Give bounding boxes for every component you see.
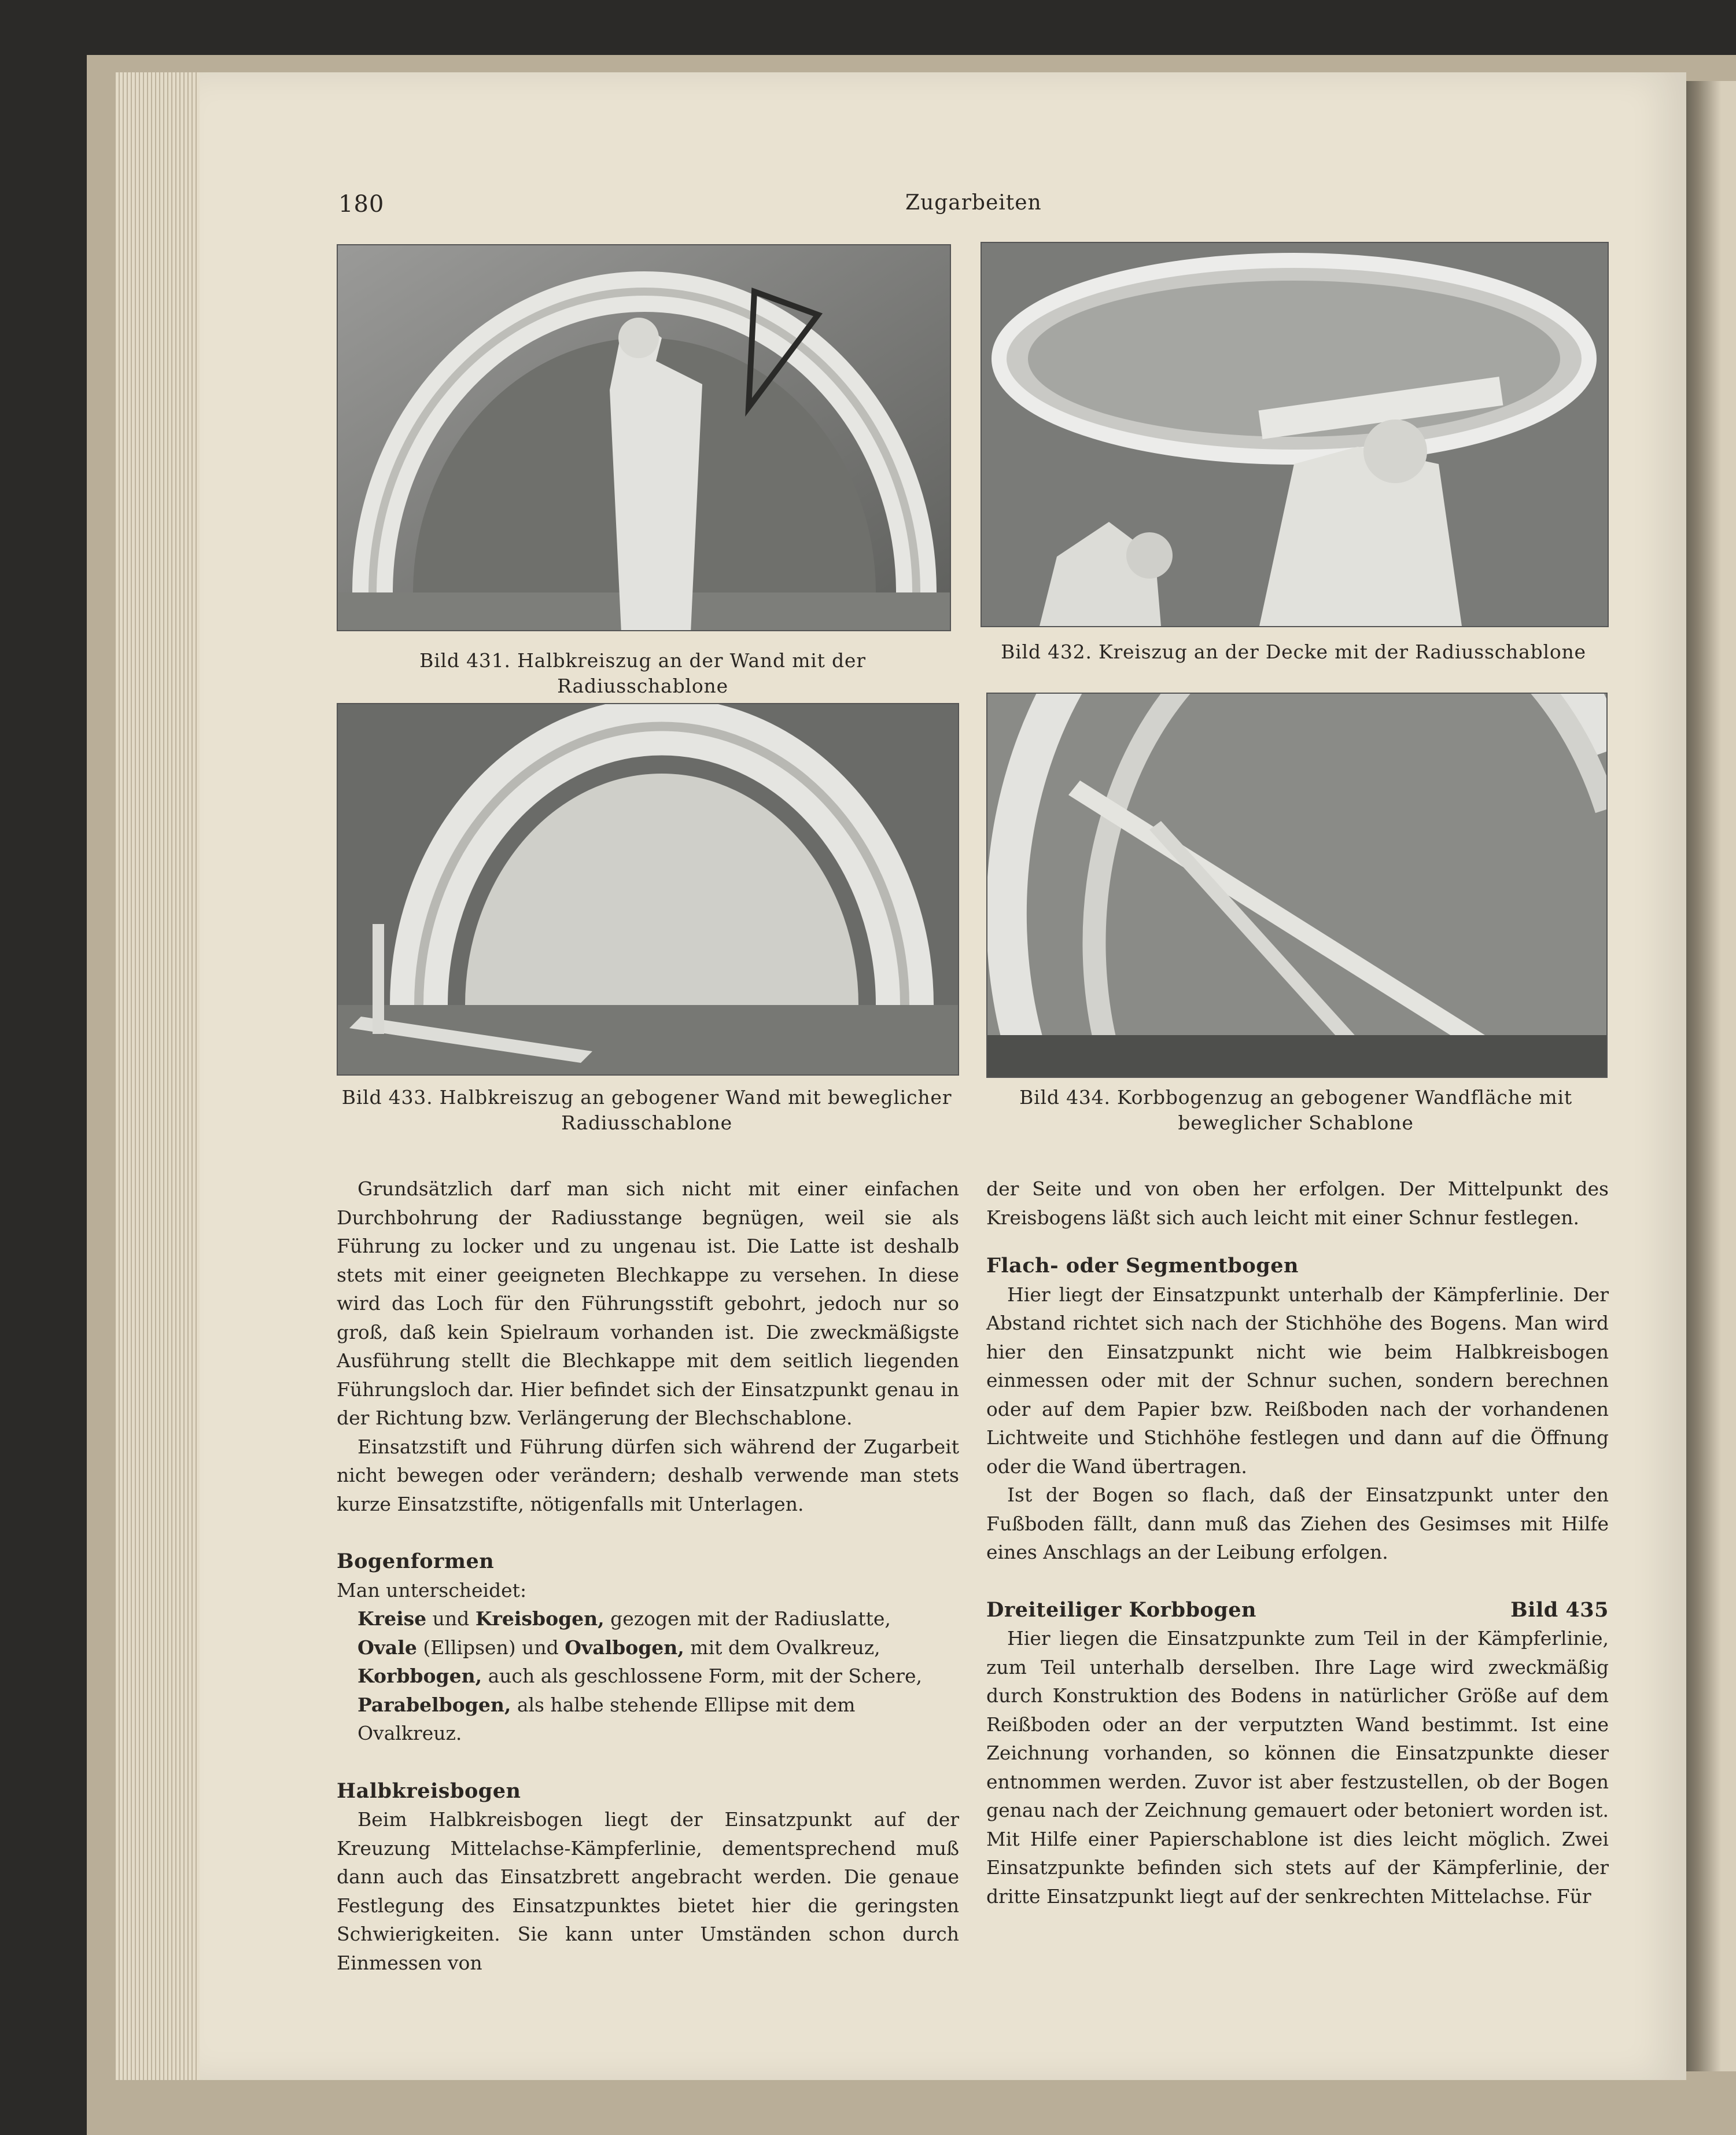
list-item: Ovale (Ellipsen) und Ovalbogen, mit dem Ovalkreuz, bbox=[357, 1636, 880, 1659]
photo-433 bbox=[337, 703, 959, 1076]
left-column bbox=[337, 1175, 959, 1977]
caption-433: Bild 433. Halbkreiszug an gebogener Wand mit beweglicher Radiusschablone bbox=[341, 1086, 952, 1134]
page-edges bbox=[116, 72, 208, 2080]
paragraph: Man unterscheidet: bbox=[337, 1578, 527, 1602]
photo-431 bbox=[337, 244, 951, 631]
paragraph: Hier liegen die Einsatzpunkte zum Teil in der Kämpferlinie, zum Teil unterhalb derselben. Ihre Lage wird zweckmäßig durch Konstruktion des Bodens in natürlicher Größe auf dem Reißboden oder an der verputzten Wand bestimmt. Ist eine Zeichnung vorhanden, so können die Einsatzpunkte dieser entnommen werden. Zuvor ist aber festzustellen, ob der Bogen genau nach der Zeichnung gemauert oder betoniert worden ist. Mit Hilfe einer Papierschablone ist dies leicht möglich. Zwei Einsatzpunkte befinden sich stets auf der Kämpferlinie, der dritte Einsatzpunkt liegt auf der senkrechten Mittelachse. Für bbox=[986, 1627, 1609, 1908]
caption-431: Bild 431. Halbkreiszug an der Wand mit der Radiusschablone bbox=[419, 649, 866, 697]
photo-432 bbox=[981, 242, 1609, 627]
list-item: Parabelbogen, als halbe stehende Ellipse mit dem Ovalkreuz. bbox=[357, 1693, 856, 1744]
paragraph: Ist der Bogen so flach, daß der Einsatzpunkt unter den Fußboden fällt, dann muß das Ziehen des Gesimses mit Hilfe eines Anschlags an der Leibung erfolgen. bbox=[986, 1484, 1609, 1563]
figure-reference: Bild 435 bbox=[1510, 1597, 1609, 1622]
paragraph: der Seite und von oben her erfolgen. Der Mittelpunkt des Kreisbogens läßt sich auch leicht mit einer Schnur festlegen. bbox=[986, 1177, 1609, 1229]
caption-434: Bild 434. Korbbogenzug an gebogener Wandfläche mit beweglicher Schablone bbox=[1019, 1086, 1572, 1134]
next-page-edge bbox=[1686, 81, 1736, 2071]
paragraph: Hier liegt der Einsatzpunkt unterhalb der Kämpferlinie. Der Abstand richtet sich nach der Stichhöhe des Bogens. Man wird hier den Einsatzpunkt nicht wie beim Halbkreisbogen einmessen oder mit der Schnur suchen, sondern berechnen oder auf dem Papier bzw. Reißboden nach der vorhandenen Lichtweite und Stichhöhe festlegen und dann auf die Öffnung oder die Wand übertragen. bbox=[986, 1283, 1609, 1478]
paragraph: Beim Halbkreisbogen liegt der Einsatzpunkt auf der Kreuzung Mittelachse-Kämpferlinie, dementsprechend muß dann auch das Einsatzbrett angebracht werden. Die genaue Festlegung des Einsatzpunktes bietet hier die geringsten Schwierigkeiten. Sie kann unter Umständen schon durch Einmessen von bbox=[337, 1808, 959, 1974]
list-item: Korbbogen, auch als geschlossene Form, mit der Schere, bbox=[357, 1665, 922, 1687]
paragraph: Einsatzstift und Führung dürfen sich während der Zugarbeit nicht bewegen oder verändern; deshalb verwende man stets kurze Einsatzstifte, nötigenfalls mit Unterlagen. bbox=[337, 1435, 959, 1515]
list-item: Kreise und Kreisbogen, gezogen mit der Radiuslatte, bbox=[357, 1607, 891, 1630]
right-column bbox=[986, 1175, 1609, 1911]
photo-434 bbox=[986, 693, 1608, 1078]
caption-432: Bild 432. Kreiszug an der Decke mit der Radiusschablone bbox=[1001, 640, 1586, 663]
heading-korbbogen: Dreiteiliger Korbbogen bbox=[986, 1597, 1256, 1622]
paragraph: Grundsätzlich darf man sich nicht mit einer einfachen Durchbohrung der Radiusstange begnügen, weil sie als Führung zu locker und zu ungenau ist. Die Latte ist deshalb stets mit einer geeigneten Blechkappe zu versehen. In diese wird das Loch für den Führungsstift gebohrt, jedoch nur so groß, daß kein Spielraum vorhanden ist. Die zweckmäßigste Ausführung stellt die Blechkappe mit dem seitlich liegenden Führungsloch dar. Hier befindet sich der Einsatzpunkt genau in der Richtung bzw. Verlängerung der Blechschablone. bbox=[337, 1177, 959, 1429]
heading-flachbogen: Flach- oder Segmentbogen bbox=[986, 1254, 1299, 1278]
running-head-title: Zugarbeiten bbox=[905, 191, 1042, 215]
page-number: 180 bbox=[338, 191, 385, 218]
heading-halbkreisbogen: Halbkreisbogen bbox=[337, 1779, 521, 1803]
heading-bogenformen: Bogenformen bbox=[337, 1549, 495, 1573]
heading-row bbox=[986, 1596, 1609, 1625]
